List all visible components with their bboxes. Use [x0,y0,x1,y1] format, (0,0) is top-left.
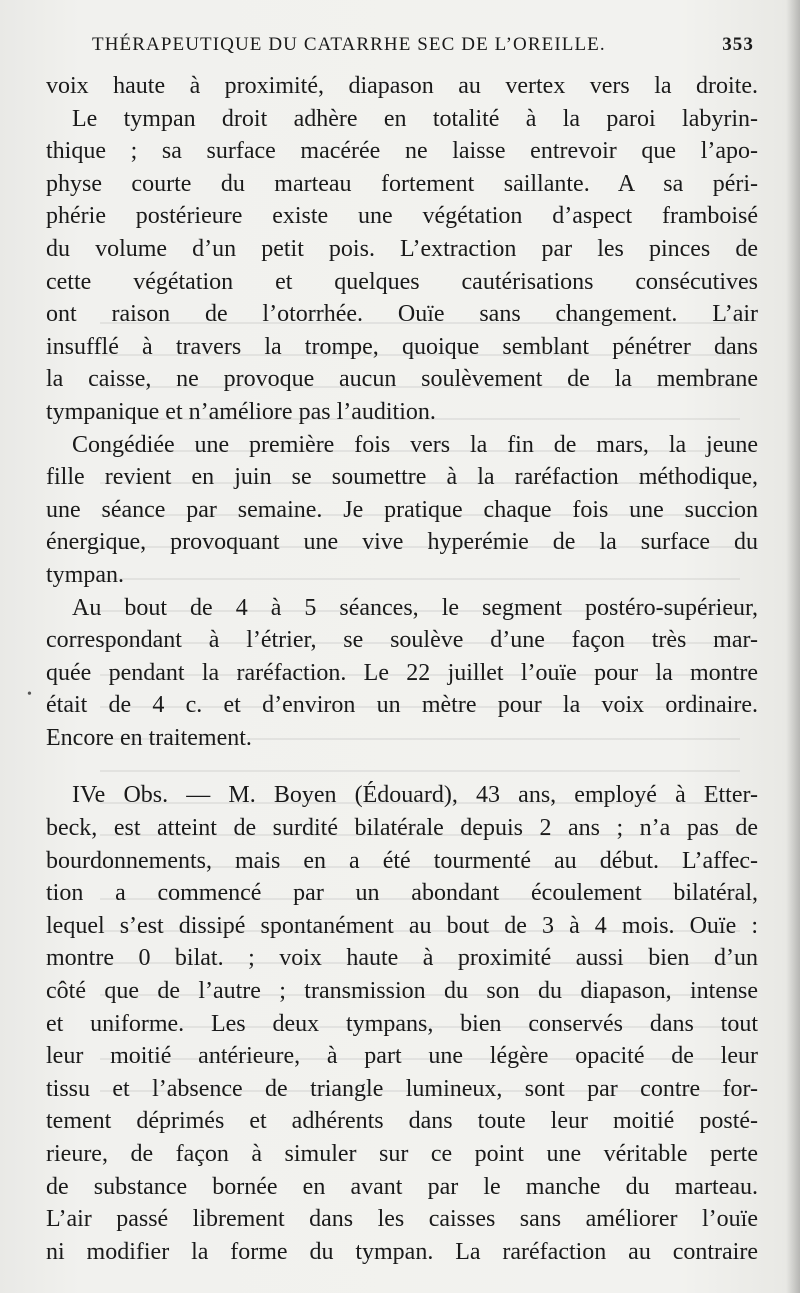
text-line: tympan. [46,561,124,588]
text-line: ont raison de l’otorrhée. Ouïe sans changement. L’air [46,301,758,328]
paragraph-gap [46,754,758,779]
body-text [46,70,758,1268]
text-line: Le tympan droit adhère en totalité à la paroi labyrin- [72,105,758,132]
page-number: 353 [722,34,754,55]
text-line: ni modifier la forme du tympan. La raréfaction au contraire [46,1238,758,1265]
text-line: tympanique et n’améliore pas l’audition. [46,398,436,425]
text-line: bourdonnements, mais en a été tourmenté au début. L’affec- [46,847,758,874]
text-line: thique ; sa surface macérée ne laisse entrevoir que l’apo- [46,138,758,165]
text-line: insufflé à travers la trompe, quoique semblant pénétrer dans [46,333,758,360]
text-line: beck, est atteint de surdité bilatérale depuis 2 ans ; n’a pas de [46,815,758,842]
text-line: du volume d’un petit pois. L’extraction par les pinces de [46,235,758,262]
text-line: était de 4 c. et d’environ un mètre pour la voix ordinaire. [46,692,758,719]
running-header [92,34,754,62]
text-line: L’air passé librement dans les caisses sans améliorer l’ouïe [46,1206,758,1233]
text-line: Congédiée une première fois vers la fin de mars, la jeune [72,431,758,458]
text-line: leur moitié antérieure, à part une légère opacité de leur [46,1043,758,1070]
text-line: tement déprimés et adhérents dans toute leur moitié posté- [46,1108,758,1135]
running-header-title: THÉRAPEUTIQUE DU CATARRHE SEC DE L’OREILLE. [92,34,606,55]
text-line: côté que de l’autre ; transmission du son du diapason, intense [46,978,758,1005]
text-line: Encore en traitement. [46,724,252,751]
text-line: de substance bornée en avant par le manche du marteau. [46,1173,758,1200]
text-line: montre 0 bilat. ; voix haute à proximité aussi bien d’un [46,945,758,972]
text-line: tissu et l’absence de triangle lumineux, sont par contre for- [46,1075,758,1102]
text-line: Au bout de 4 à 5 séances, le segment postéro-supérieur, [72,594,758,621]
text-line: physe courte du marteau fortement saillante. A sa péri- [46,170,758,197]
text-line: correspondant à l’étrier, se soulève d’une façon très mar- [46,627,758,654]
text-line: voix haute à proximité, diapason au vertex vers la droite. [46,73,758,99]
text-line: la caisse, ne provoque aucun soulèvement de la membrane [46,366,758,393]
observation-heading-line: IVe Obs. — M. Boyen (Édouard), 43 ans, employé à Etter- [72,782,758,809]
text-line: une séance par semaine. Je pratique chaque fois une succion [46,496,758,523]
text-line: fille revient en juin se soumettre à la raréfaction méthodique, [46,464,758,491]
page-edge-shadow [786,0,800,1293]
text-line: et uniforme. Les deux tympans, bien conservés dans tout [46,1010,758,1037]
text-line: lequel s’est dissipé spontanément au bout de 3 à 4 mois. Ouïe : [46,912,758,939]
text-line: quée pendant la raréfaction. Le 22 juillet l’ouïe pour la montre [46,659,758,686]
text-line: énergique, provoquant une vive hyperémie de la surface du [46,529,758,556]
text-line: tion a commencé par un abondant écoulement bilatéral, [46,880,758,907]
text-line: rieure, de façon à simuler sur ce point une véritable perte [46,1141,758,1167]
margin-dot: • [27,687,32,702]
text-line: phérie postérieure existe une végétation d’aspect framboisé [46,203,758,230]
text-line: cette végétation et quelques cautérisations consécutives [46,268,758,295]
